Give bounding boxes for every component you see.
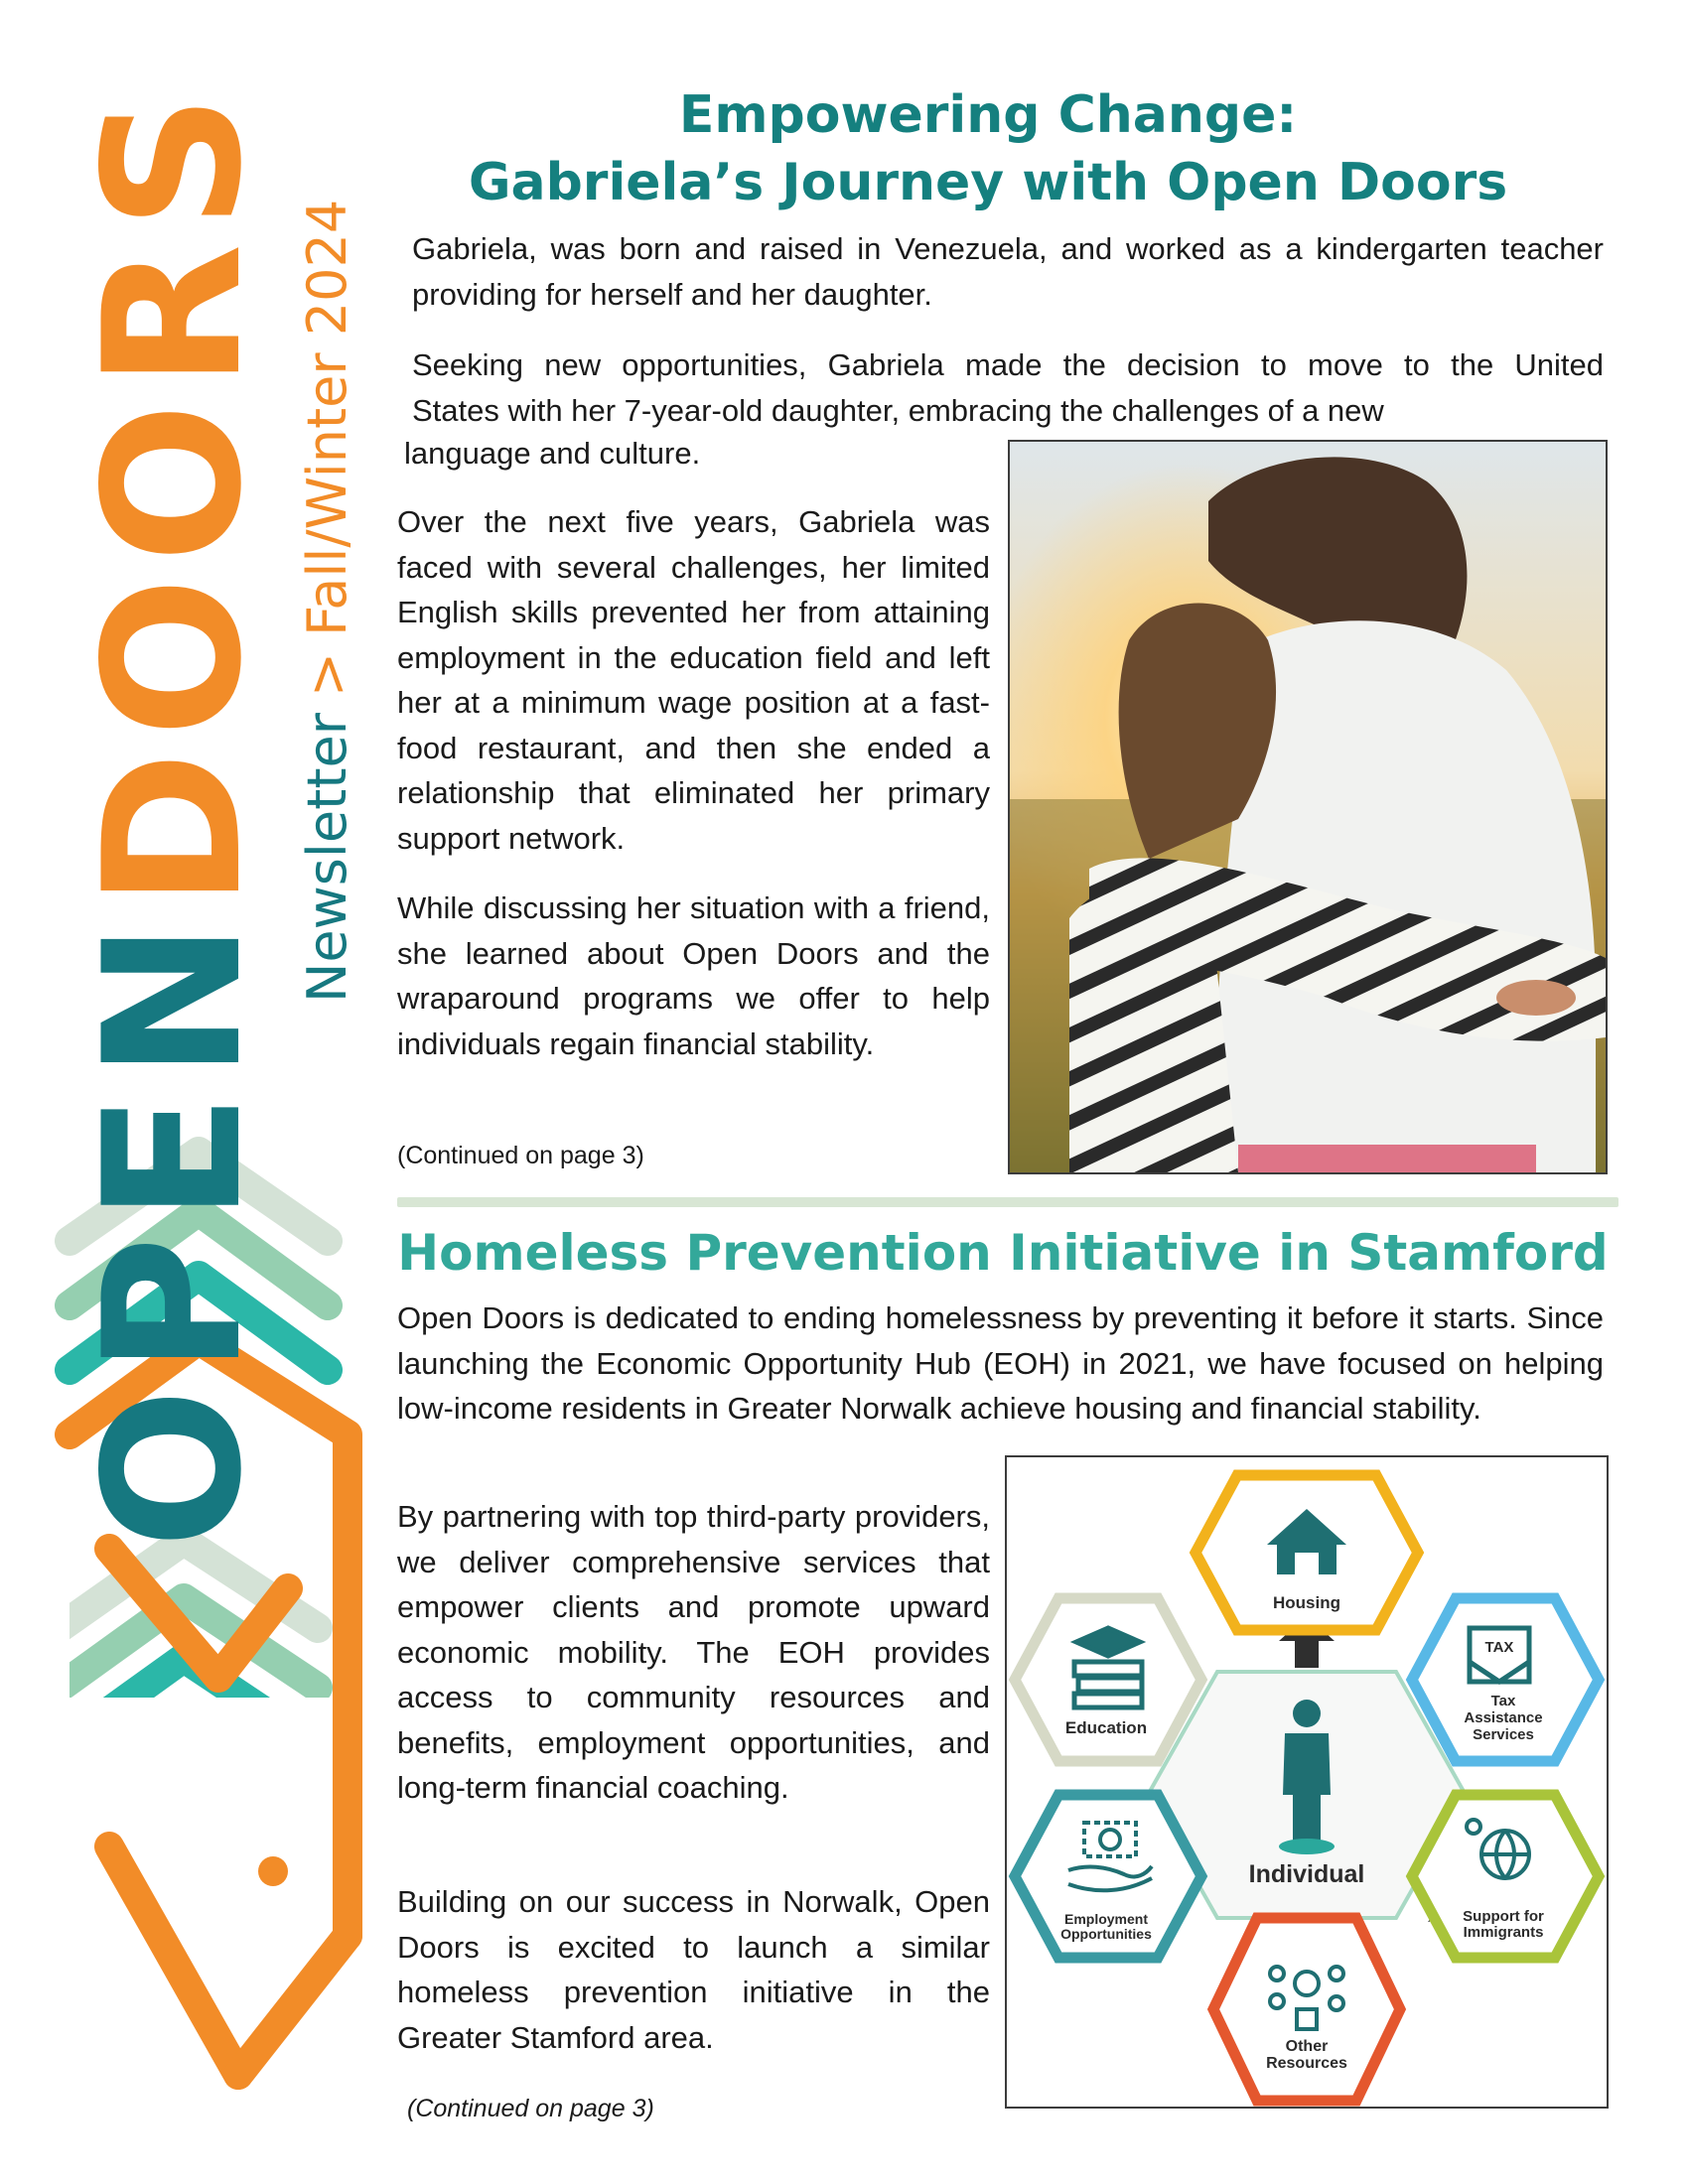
article1-title-line2: Gabriela’s Journey with Open Doors bbox=[468, 153, 1508, 212]
brand-open: OPEN bbox=[64, 907, 283, 1549]
tax-icon-text: TAX bbox=[1484, 1639, 1514, 1656]
article2-paragraph-1: Open Doors is dedicated to ending homelessness by preventing it before it starts. Since launching the Economic Opportunity Hub (EOH) in 2021, we have focused on helping low-income residents in Greater Norwalk achieve housing and financial stability. bbox=[397, 1300, 1604, 1426]
article1-paragraph-2-line1: Seeking new opportunities, Gabriela made the decision to move to the United bbox=[412, 347, 1604, 382]
article2-paragraph-2: By partnering with top third-party providers, we deliver comprehensive services that empower clients and promote upward economic mobility. The EOH provides access to community resources and benefits, employment opportunities, and long-term financial coaching. bbox=[397, 1499, 990, 1805]
article1-title-line1: Empowering Change: bbox=[678, 85, 1298, 145]
article1-continued: (Continued on page 3) bbox=[397, 1142, 644, 1169]
edition-season: Fall/Winter 2024 bbox=[296, 199, 358, 636]
article1-paragraph-4: While discussing her situation with a friend, she learned about Open Doors and the wraparound programs we offer to help individuals regain financial stability. bbox=[397, 890, 990, 1061]
edition-separator: > bbox=[296, 651, 358, 698]
photo-illustration bbox=[1010, 442, 1606, 1172]
tax-label-line2: Assistance bbox=[1464, 1709, 1543, 1726]
logo-dot bbox=[258, 1856, 288, 1886]
tax-label-line3: Services bbox=[1473, 1726, 1534, 1743]
brand-wordmark bbox=[64, 79, 283, 1549]
other-label-line2: Resources bbox=[1266, 2055, 1347, 2072]
center-label: Individual bbox=[1248, 1860, 1365, 1888]
housing-label: Housing bbox=[1273, 1593, 1340, 1612]
article1-paragraph-2-line3: language and culture. bbox=[404, 436, 701, 471]
edition-label bbox=[298, 109, 357, 1003]
newsletter-label: Newsletter bbox=[296, 713, 358, 1003]
section-divider bbox=[397, 1197, 1618, 1207]
education-label: Education bbox=[1064, 1718, 1148, 1737]
services-diagram bbox=[1005, 1455, 1609, 2109]
other-label-line1: Other bbox=[1285, 2038, 1329, 2055]
article1-paragraph-1: Gabriela, was born and raised in Venezuela, and worked as a kindergarten teacher providing for herself and her daughter. bbox=[412, 231, 1604, 312]
article1-paragraph-2-line2: States with her 7-year-old daughter, embracing the challenges of a new bbox=[412, 393, 1384, 428]
article2-paragraph-3: Building on our success in Norwalk, Open Doors is excited to launch a similar homeless prevention initiative in the Greater Stamford area. bbox=[397, 1884, 990, 2055]
article2-title: Homeless Prevention Initiative in Stamford bbox=[397, 1224, 1609, 1282]
brand-doors: DOORS bbox=[64, 79, 283, 908]
employment-label-line1: Employment bbox=[1063, 1911, 1149, 1927]
article1-paragraph-3: Over the next five years, Gabriela was faced with several challenges, her limited English skills prevented her from attaining employment in the education field and left her at a minimum wage position at a fast-food restaurant, and then she ended a relationship that eliminated her primary support network. bbox=[397, 504, 990, 856]
services-hex-diagram bbox=[1007, 1457, 1607, 2107]
immigrants-label-line1: Support for bbox=[1463, 1908, 1544, 1925]
article1-title bbox=[377, 81, 1599, 216]
immigrants-label-line2: Immigrants bbox=[1463, 1924, 1544, 1941]
employment-label-line2: Opportunities bbox=[1060, 1926, 1152, 1942]
mother-daughter-photo bbox=[1008, 440, 1608, 1174]
tax-label-line1: Tax bbox=[1490, 1693, 1516, 1709]
article2-continued: (Continued on page 3) bbox=[407, 2095, 654, 2122]
